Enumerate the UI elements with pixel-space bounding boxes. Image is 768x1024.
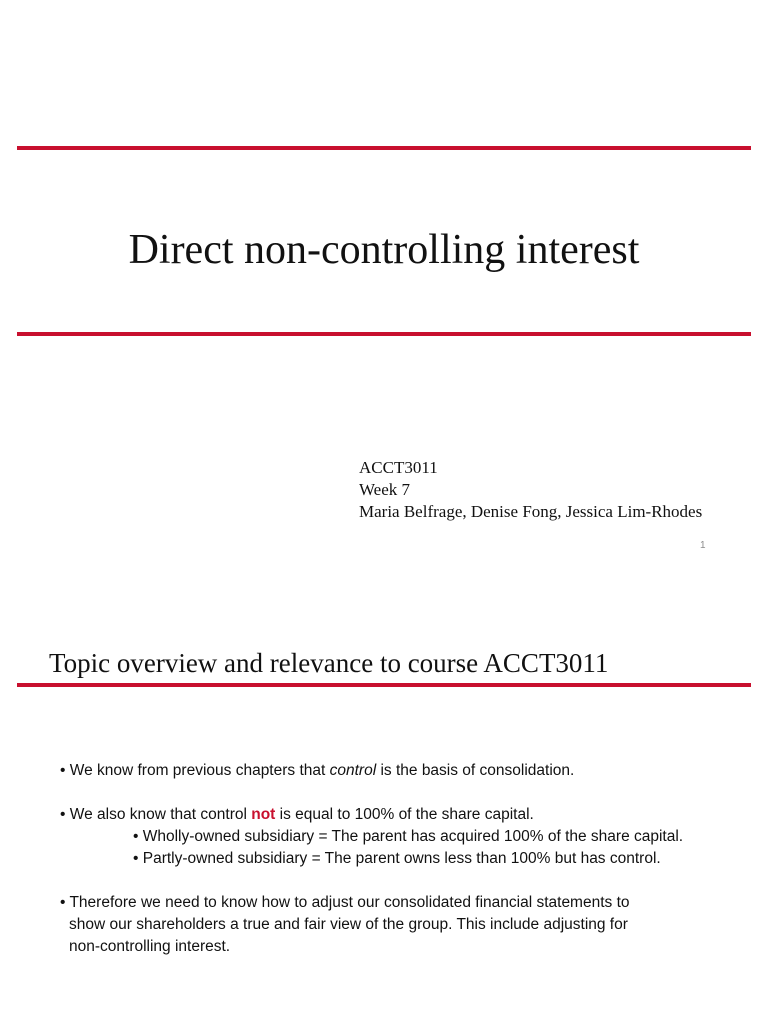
section-rule xyxy=(17,683,751,687)
spacer xyxy=(60,870,740,892)
slide-body xyxy=(60,760,740,958)
bullet-text: • We also know that control xyxy=(60,806,252,823)
sub-bullet-wholly-owned: • Wholly-owned subsidiary = The parent has acquired 100% of the share capital. xyxy=(133,828,684,845)
authors: Maria Belfrage, Denise Fong, Jessica Lim-Rhodes xyxy=(359,502,703,521)
section-title: Topic overview and relevance to course ACCT3011 xyxy=(49,648,609,678)
slide-number: 1 xyxy=(700,540,706,551)
sub-bullet-partly-owned: • Partly-owned subsidiary = The parent owns less than 100% but has control. xyxy=(133,850,661,867)
emphasis-word: control xyxy=(329,762,377,779)
bullet-adjust-line3: non-controlling interest. xyxy=(69,938,231,955)
bullet-text: • We know from previous chapters that xyxy=(60,762,330,779)
bullet-text: is equal to 100% of the share capital. xyxy=(275,806,534,823)
title-bottom-rule xyxy=(17,332,751,336)
top-rule xyxy=(17,146,751,150)
bullet-share-capital xyxy=(60,804,740,826)
spacer xyxy=(60,782,740,804)
highlight-word: not xyxy=(251,806,276,823)
week-label: Week 7 xyxy=(359,480,411,499)
slide-subtitle xyxy=(359,457,702,523)
bullet-adjust-line2: show our shareholders a true and fair view of the group. This include adjusting for xyxy=(69,916,628,933)
bullet-text: is the basis of consolidation. xyxy=(376,762,575,779)
slide-title-text: Direct non-controlling interest xyxy=(128,227,640,273)
course-code: ACCT3011 xyxy=(359,458,438,477)
slide-title xyxy=(0,222,768,278)
bullet-control-basis xyxy=(60,760,740,782)
bullet-adjust-line1: • Therefore we need to know how to adjust our consolidated financial statements to xyxy=(60,894,630,911)
